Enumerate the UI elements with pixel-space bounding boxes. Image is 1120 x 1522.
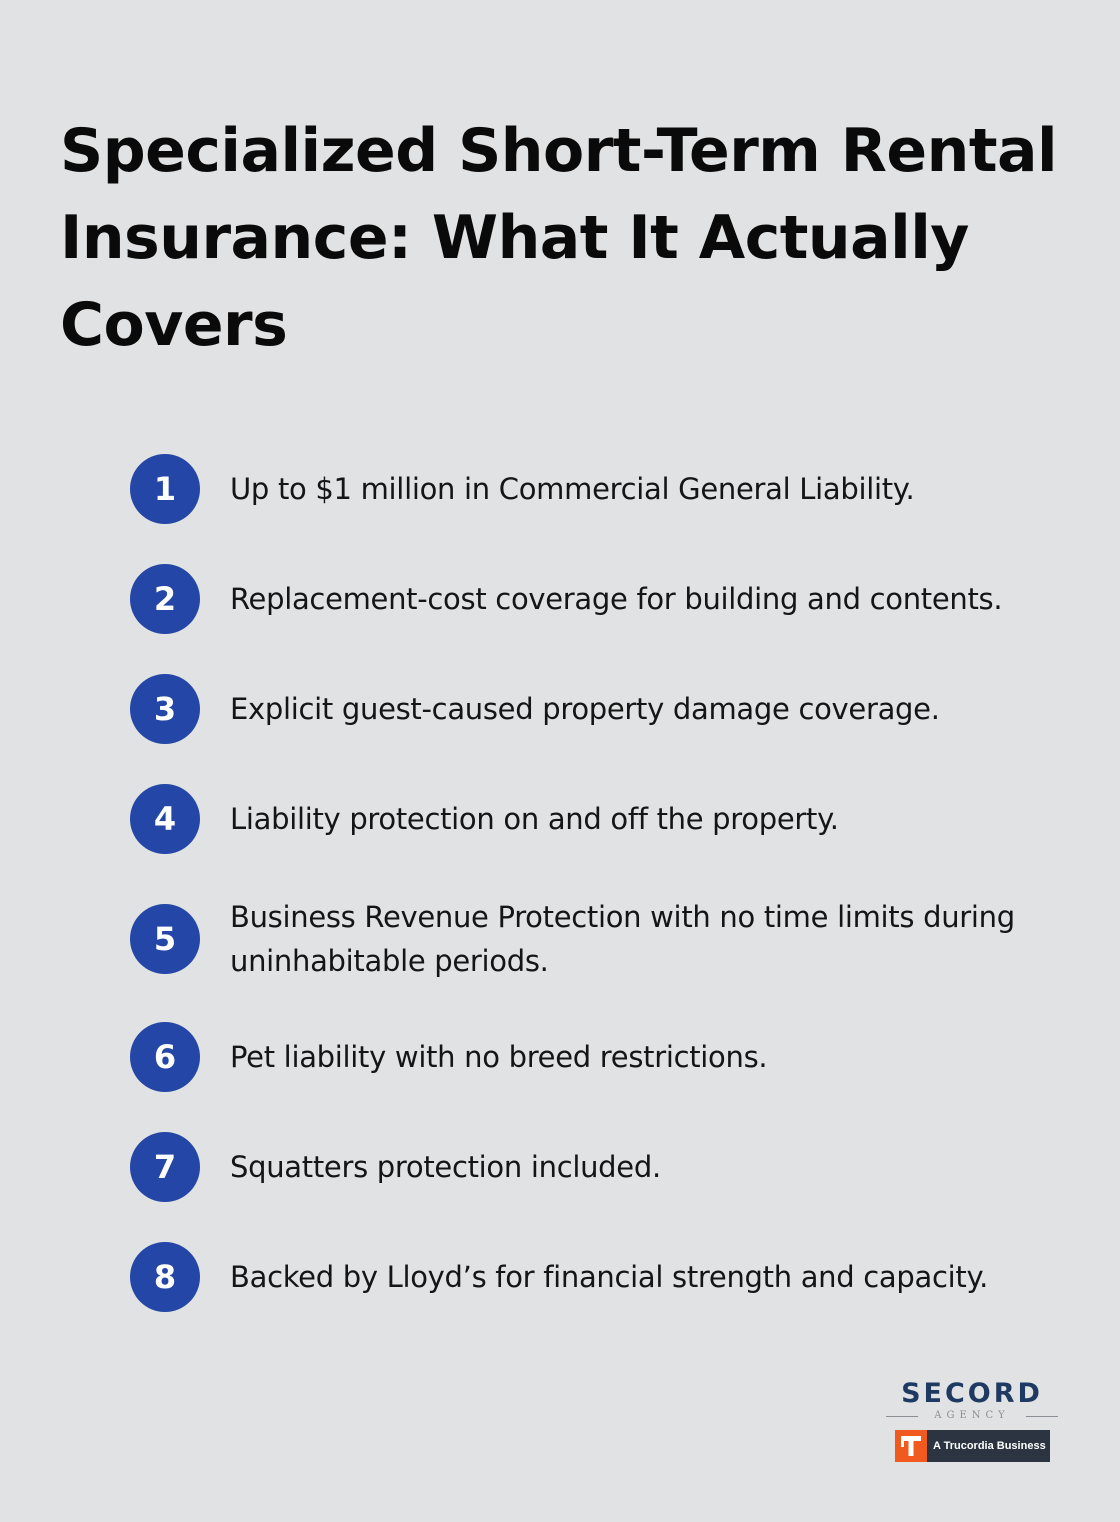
item-text: Up to $1 million in Commercial General Liability. — [230, 472, 915, 506]
list-item — [130, 1242, 1060, 1312]
number-badge: 7 — [130, 1132, 200, 1202]
page-title: Specialized Short-Term Rental Insurance: What It Actually Covers — [60, 116, 1058, 360]
list-item — [130, 454, 1060, 524]
item-text: Liability protection on and off the property. — [230, 802, 839, 836]
item-text: Pet liability with no breed restrictions. — [230, 1040, 768, 1074]
number-badge: 1 — [130, 454, 200, 524]
number-badge: 2 — [130, 564, 200, 634]
trucordia-badge — [895, 1430, 1050, 1462]
list-item — [130, 1022, 1060, 1092]
item-text: Squatters protection included. — [230, 1150, 661, 1184]
trucordia-t-icon — [895, 1430, 927, 1462]
item-text: Backed by Lloyd’s for financial strength and capacity. — [230, 1260, 989, 1294]
number-badge: 6 — [130, 1022, 200, 1092]
item-text: Business Revenue Protection with no time limits during uninhabitable periods. — [230, 900, 1015, 978]
logo-sub-text: AGENCY — [934, 1410, 1010, 1421]
list-item — [130, 784, 1060, 854]
secord-agency-logo — [884, 1378, 1060, 1464]
list-item — [130, 900, 1060, 978]
number-badge: 3 — [130, 674, 200, 744]
badge-label: A Trucordia Business — [933, 1440, 1046, 1452]
number-badge: 5 — [130, 904, 200, 974]
logo-wordmark: SECORD — [901, 1378, 1043, 1409]
divider — [886, 1416, 918, 1417]
number-badge: 8 — [130, 1242, 200, 1312]
logo-subline — [884, 1409, 1060, 1423]
item-text: Explicit guest-caused property damage coverage. — [230, 692, 940, 726]
item-text: Replacement-cost coverage for building and contents. — [230, 582, 1003, 616]
divider — [1026, 1416, 1058, 1417]
list-item — [130, 564, 1060, 634]
list-item — [130, 674, 1060, 744]
number-badge: 4 — [130, 784, 200, 854]
list-item — [130, 1132, 1060, 1202]
